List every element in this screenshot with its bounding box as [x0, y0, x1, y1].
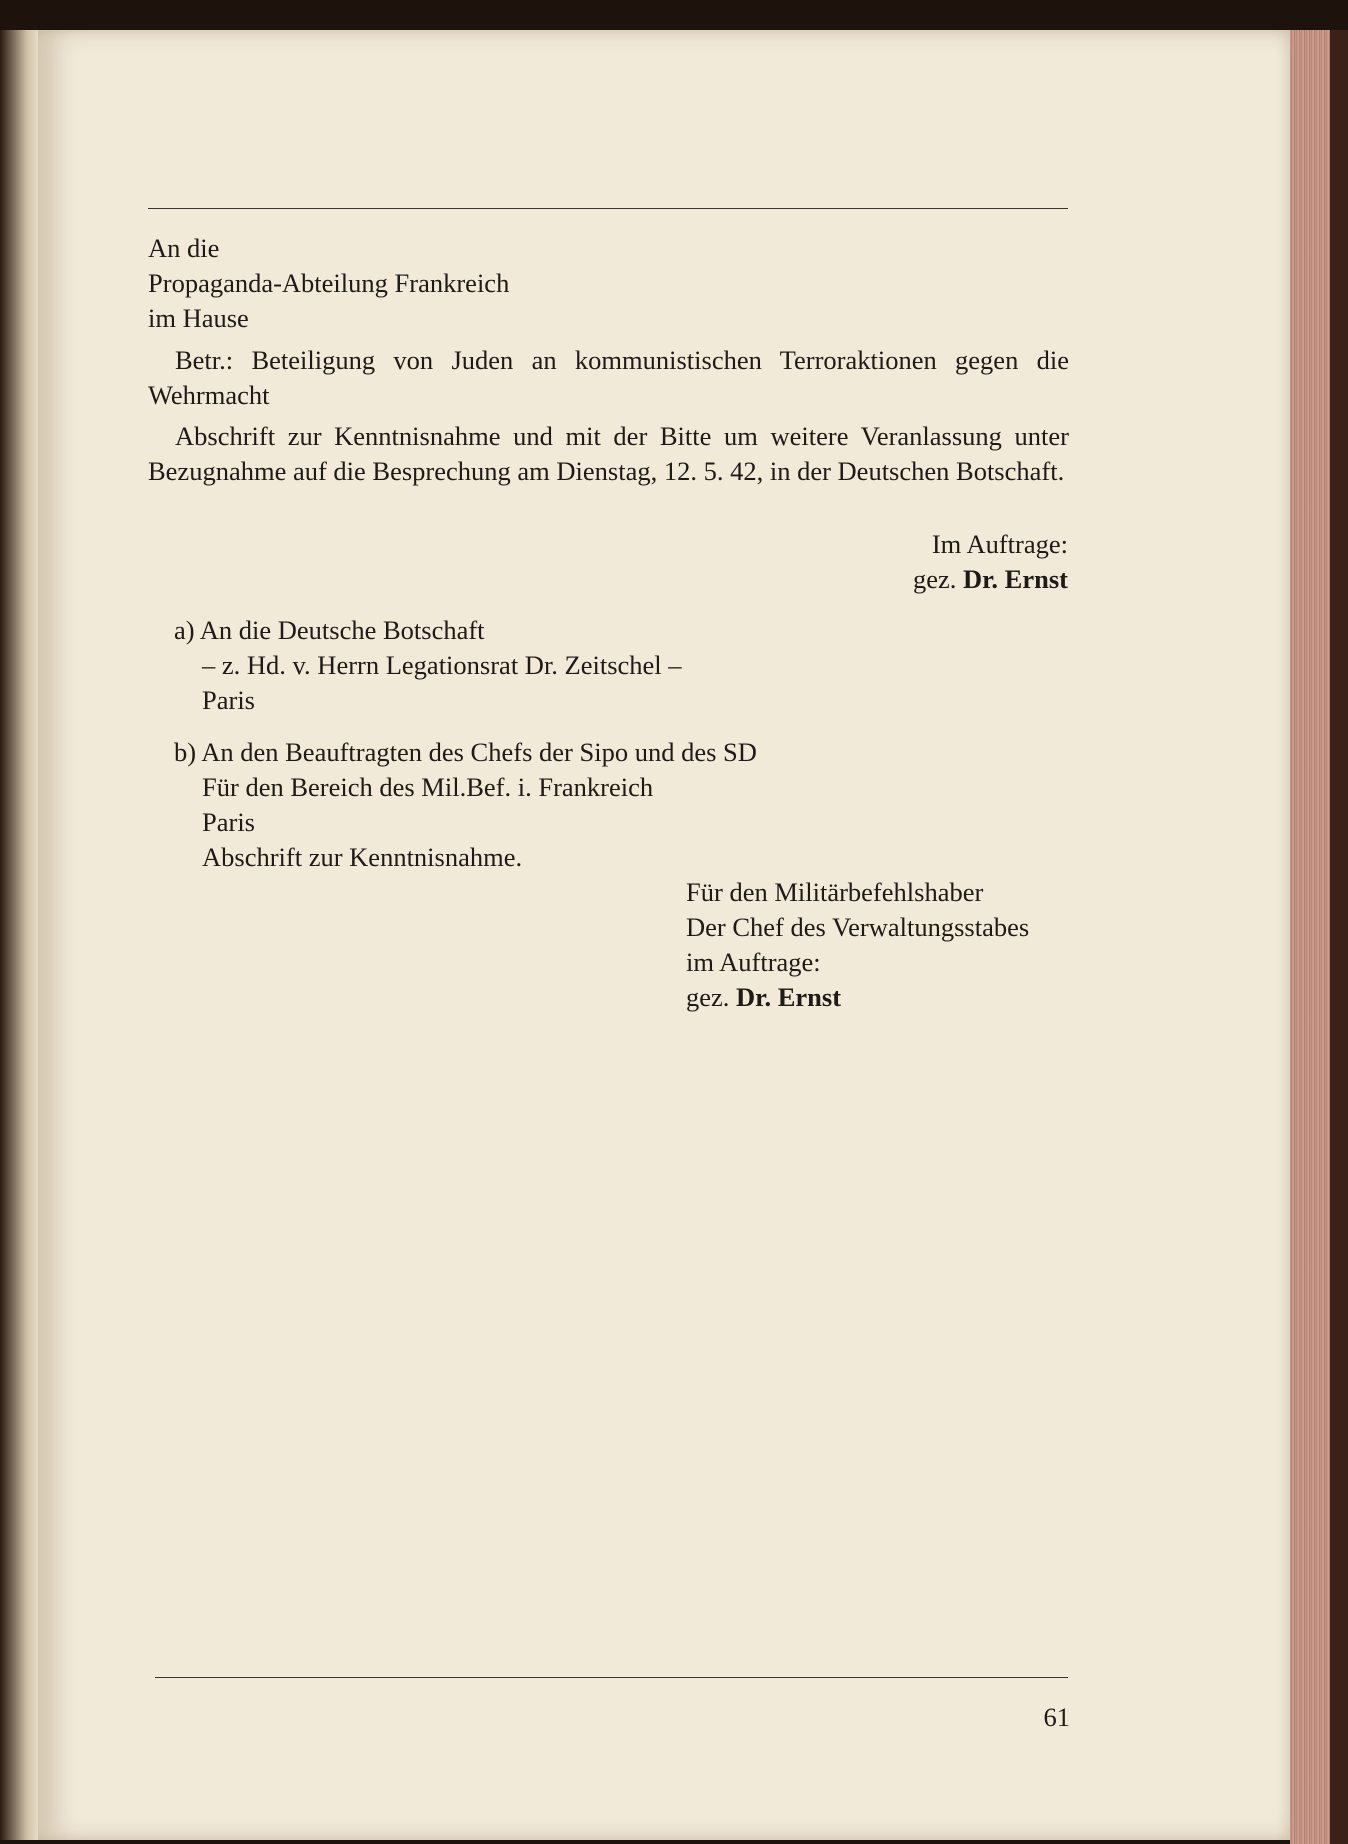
subject-line: Betr.: Beteiligung von Juden an kommunistischen Terroraktionen gegen die Wehrmacht	[148, 345, 1069, 410]
signature-1-name: Dr. Ernst	[962, 564, 1068, 594]
signature-2-line-1: Für den Militärbefehlshaber	[686, 877, 984, 907]
item-b-line-2: Für den Bereich des Mil.Bef. i. Frankreich	[202, 772, 654, 802]
body-paragraph: Abschrift zur Kenntnisnahme und mit der Bitte um weitere Veranlassung unter Bezugnahme auf die Besprechung am Dienstag, 12. 5. 42, in der Deutschen Botschaft.	[148, 421, 1069, 486]
signature-2-prefix: gez.	[686, 982, 730, 1012]
signature-1-prefix: gez.	[912, 564, 957, 594]
signature-1-line-1: Im Auftrage:	[931, 529, 1068, 559]
signature-1	[913, 562, 1068, 597]
address-line-2: Propaganda-Abteilung Frankreich	[148, 268, 510, 298]
book-gutter	[0, 30, 38, 1840]
item-b-line-1: b) An den Beauftragten des Chefs der Sipo und des SD	[174, 737, 757, 767]
signature-2-line-3: im Auftrage:	[686, 947, 821, 977]
item-a-line-2: – z. Hd. v. Herrn Legationsrat Dr. Zeitschel –	[202, 650, 682, 680]
address-line-3: im Hause	[148, 303, 249, 333]
address-line-1: An die	[148, 233, 220, 263]
page-number: 61	[1043, 1702, 1070, 1732]
item-a-line-3: Paris	[202, 685, 255, 715]
item-a-line-1: a) An die Deutsche Botschaft	[174, 615, 485, 645]
signature-2	[686, 980, 841, 1015]
book-cover-edge	[1330, 30, 1348, 1844]
signature-2-line-2: Der Chef des Verwaltungsstabes	[686, 912, 1030, 942]
item-b-line-3: Paris	[202, 807, 255, 837]
top-rule	[148, 208, 1068, 209]
bottom-rule	[155, 1677, 1068, 1678]
signature-2-name: Dr. Ernst	[736, 982, 842, 1012]
item-b-line-4: Abschrift zur Kenntnisnahme.	[202, 842, 523, 872]
